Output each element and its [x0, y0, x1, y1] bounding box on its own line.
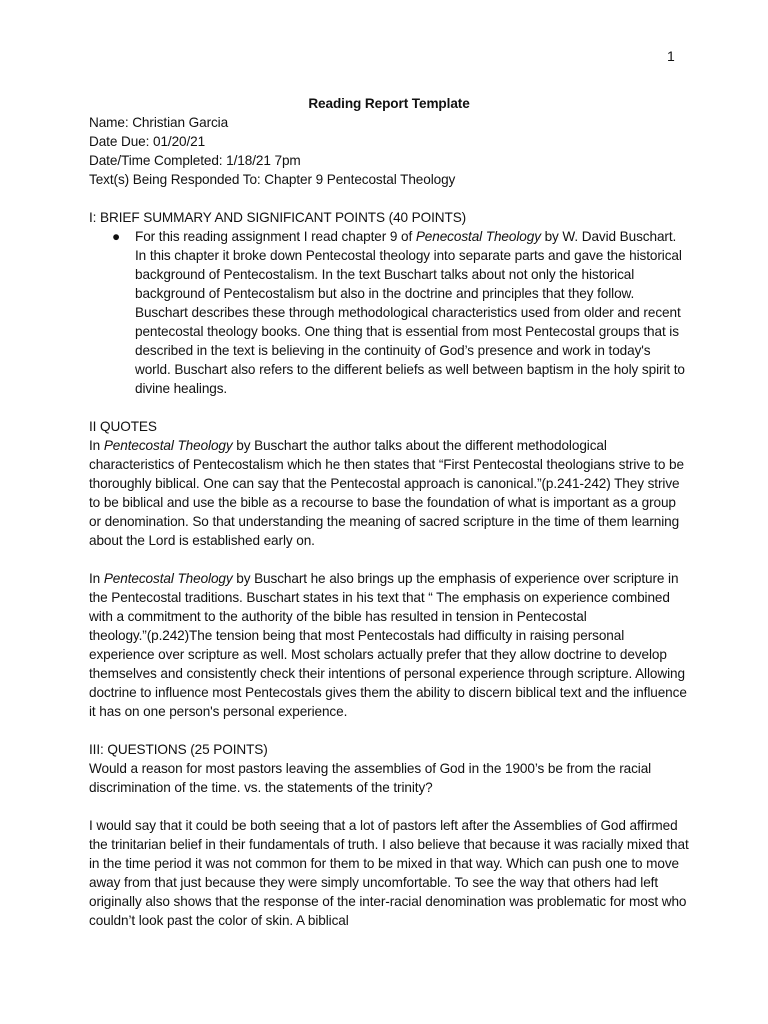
spacer: [89, 550, 689, 569]
date-due: Date Due: 01/20/21: [89, 134, 206, 149]
quote1-rest: by Buschart the author talks about the different methodological characteristics of Pentecostalism which he then states that “First Pentecostal theologians strive to be thoroughly biblical. One can say that the Pentecostal approach is canonical.”(p.241-242) They strive to be biblical and use the bible as a recourse to base the foundation of what is important as a group or denomination. So that understanding the meaning of sacred scripture in the time of them learning about the Lord is established early on.: [89, 438, 684, 548]
list-item: [89, 227, 689, 398]
spacer: [89, 398, 689, 417]
answer-text: I would say that it could be both seeing that a lot of pastors left after the Assemblies of God affirmed the trinitarian belief in their fundamentals of truth. I also believe that because it was racially mixed that in the time period it was not common for them to be mixed in that way. Which can push one to move away from that just because they were simply uncomfortable. To see the way that others had left originally also shows that the response of the inter-racial denomination was problematic for most who couldn’t look past the color of skin. A biblical: [89, 818, 689, 928]
section-summary-heading: I: BRIEF SUMMARY AND SIGNIFICANT POINTS (40 POINTS): [89, 210, 467, 225]
quote-paragraph-1: [89, 436, 689, 550]
bullet-icon: ●: [112, 229, 121, 244]
quote2-start: In: [89, 571, 104, 586]
date-completed: Date/Time Completed: 1/18/21 7pm: [89, 153, 301, 168]
page-number: 1: [667, 48, 675, 64]
quote-paragraph-2: [89, 569, 689, 721]
student-name: Name: Christian Garcia: [89, 115, 229, 130]
section-questions-heading: III: QUESTIONS (25 POINTS): [89, 742, 268, 757]
summary-text-rest: by W. David Buschart. In this chapter it broke down Pentecostal theology into separate parts and gave the historical background of Pentecostalism. In the text Buschart talks about not only the historical background of Pentecostalism but also in the doctrine and principles that they follow. Buschart describes these through methodological characteristics used from older and recent pentecostal theology books. One thing that is essential from most Pentecostal groups that is described in the text is believing in the continuity of God’s presence and work in today's world. Buschart also refers to the different beliefs as well between baptism in the holy spirit to divine healings.: [135, 229, 685, 396]
question-text: Would a reason for most pastors leaving the assemblies of God in the 1900’s be from the racial discrimination of the time. vs. the statements of the trinity?: [89, 761, 652, 795]
quote1-book-italic: Pentecostal Theology: [103, 438, 233, 453]
quote2-book-italic: Pentecostal Theology: [103, 571, 233, 586]
section-quotes-heading: II QUOTES: [89, 419, 157, 434]
spacer: [89, 189, 689, 208]
book-title-italic: Penecostal Theology: [415, 229, 541, 244]
summary-text-start: For this reading assignment I read chapter 9 of: [135, 229, 416, 244]
document-body: [89, 94, 689, 930]
quote2-rest: by Buschart he also brings up the emphasis of experience over scripture in the Pentecostal traditions. Buschart states in his text that “ The emphasis on experience combined with a commitment to the authority of the bible has resulted in tension in Pentecostal theology.”(p.242)The tension being that most Pentecostals had difficulty in raising personal experience over scripture as well. Most scholars actually prefer that they allow doctrine to develop themselves and consistently check their intentions of personal experience through scripture. Allowing doctrine to influence most Pentecostals gives them the ability to discern biblical text and the influence it has on one person's personal experience.: [89, 571, 687, 719]
text-responded: Text(s) Being Responded To: Chapter 9 Pentecostal Theology: [89, 172, 456, 187]
spacer: [89, 721, 689, 740]
spacer: [89, 797, 689, 816]
quote1-start: In: [89, 438, 104, 453]
summary-list: [89, 227, 689, 398]
document-title: Reading Report Template: [308, 96, 470, 111]
